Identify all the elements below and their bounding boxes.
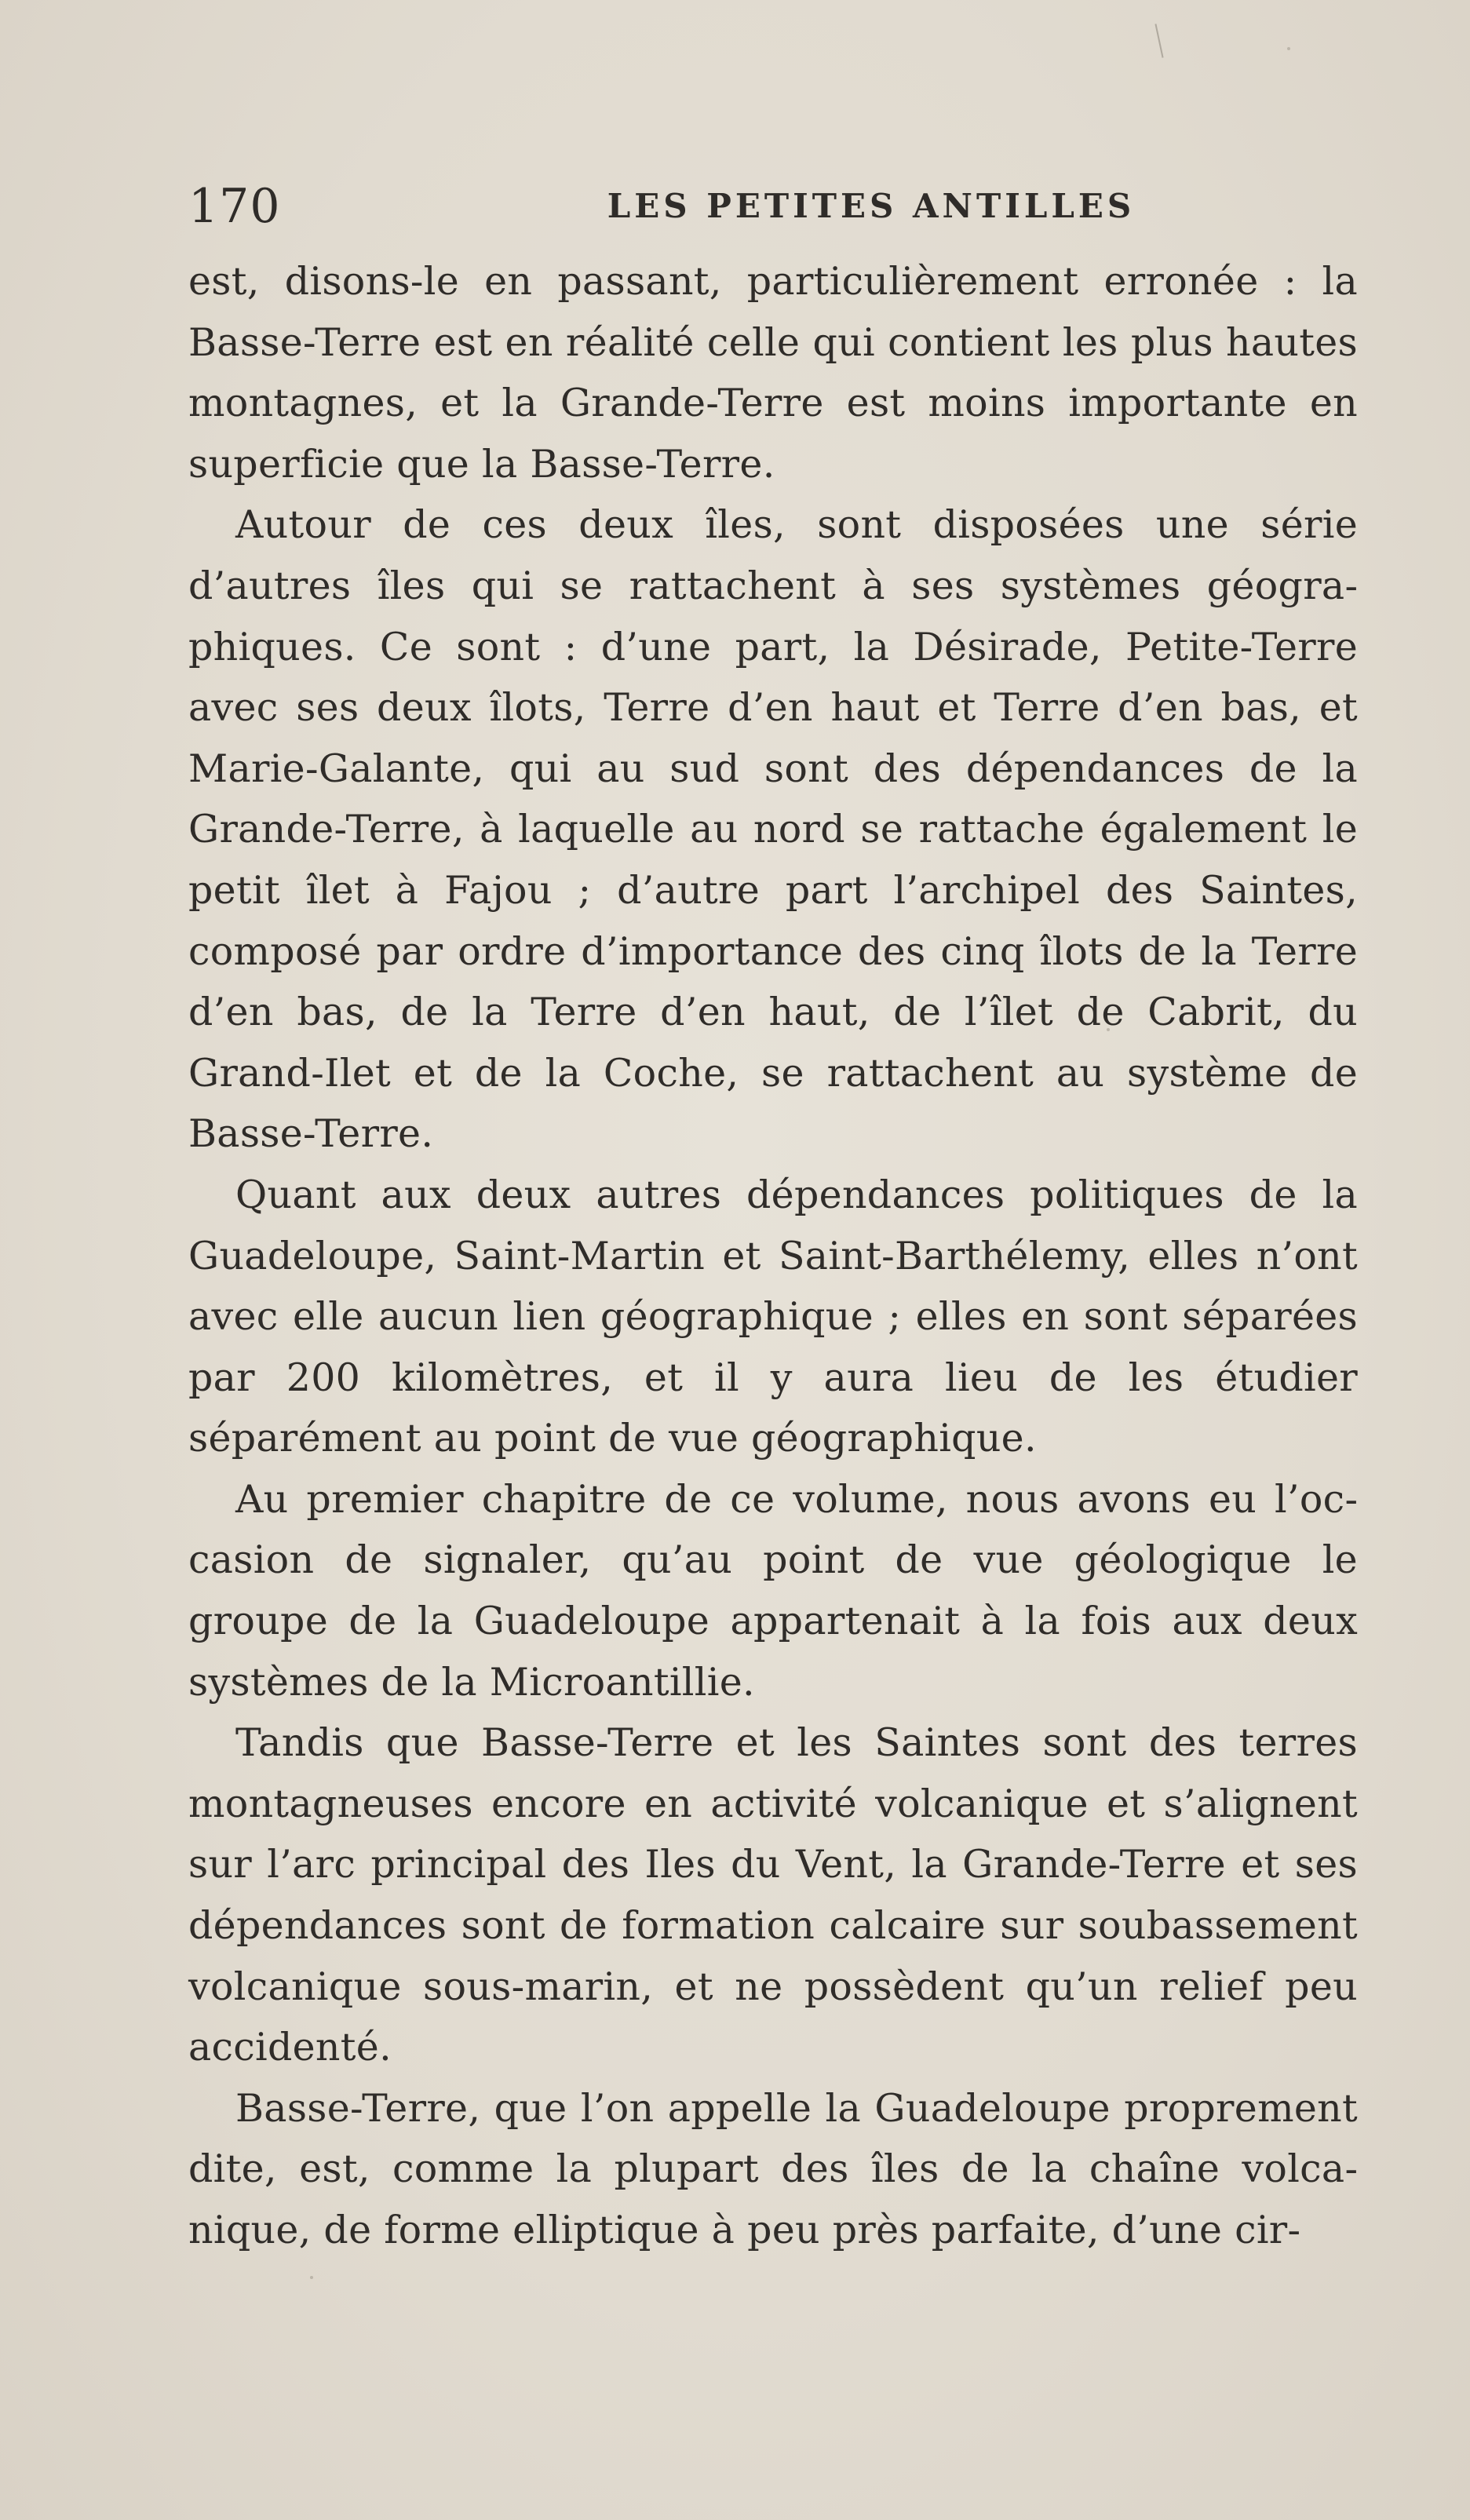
paragraph: Tandis que Basse-Terre et les Saintes sont des terres montagneuses encore en activité volcanique et s’alignent sur l’arc principal des Iles du Vent, la Grande-Terre et ses dépendances sont de formation calcaire sur soubassement volcanique sous-marin, et ne possèdent qu’un relief peu accidenté. bbox=[188, 1720, 1358, 2070]
page-header bbox=[188, 171, 1358, 242]
running-title: LES PETITES ANTILLES bbox=[607, 187, 1136, 225]
paper-speck bbox=[310, 2276, 313, 2279]
paragraph: Basse-Terre, que l’on appelle la Guadeloupe proprement dite, est, comme la plupart des îles de la chaîne volcanique, de forme elliptique à peu près parfaite, d’une cir- bbox=[188, 2085, 1358, 2252]
page-number: 170 bbox=[188, 179, 281, 234]
paper-mark bbox=[1154, 24, 1163, 57]
paper-speck bbox=[1287, 47, 1290, 50]
paragraph: Au premier chapitre de ce volume, nous avons eu l’occasion de signaler, qu’au point de vue géologique le groupe de la Guadeloupe appartenait à la fois aux deux systèmes de la Microantillie. bbox=[188, 1476, 1358, 1705]
body-text bbox=[188, 251, 1358, 2261]
paragraph: Quant aux deux autres dépendances politiques de la Guadeloupe, Saint-Martin et Saint-Barthélemy, elles n’ont avec elle aucun lien géographique ; elles en sont séparées par 200 kilomètres, et il y aura lieu de les étudier séparément au point de vue géographique. bbox=[188, 1172, 1358, 1461]
paragraph-continued: est, disons-le en passant, particulièrement erronée : la Basse-Terre est en réalité celle qui contient les plus hautes montagnes, et la Grande-Terre est moins importante en superficie que la Basse-Terre. bbox=[188, 259, 1358, 487]
paragraph: Autour de ces deux îles, sont disposées une série d’autres îles qui se rattachent à ses systèmes géographiques. Ce sont : d’une part, la Désirade, Petite-Terre avec ses deux îlots, Terre d’en haut et Terre d’en bas, et Marie-Galante, qui au sud sont des dépendances de la Grande-Terre, à laquelle au nord se rattache également le petit îlet à Fajou ; d’autre part l’archipel des Saintes, composé par ordre d’importance des cinq îlots de la Terre d’en bas, de la Terre d’en haut, de l’îlet de Cabrit, du Grand-Ilet et de la Coche, se rattachent au système de Basse-Terre. bbox=[188, 502, 1358, 1157]
